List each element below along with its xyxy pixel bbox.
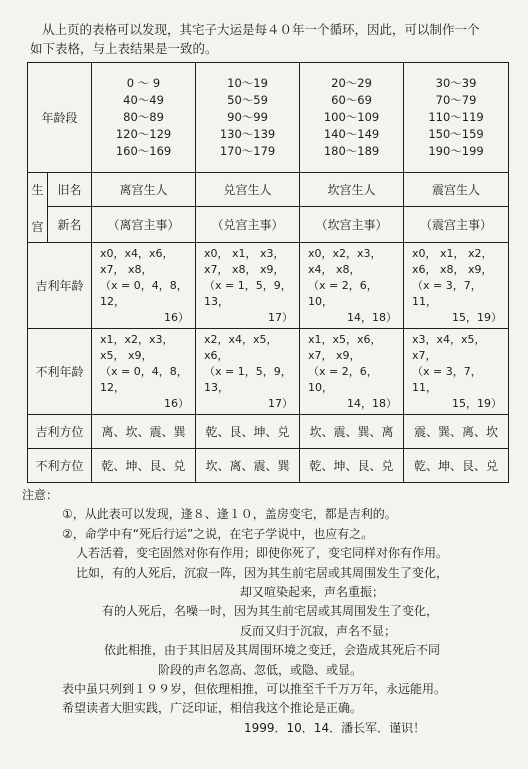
age-cell-kan	[300, 63, 404, 173]
old-name-cell: 兑宫生人	[196, 173, 300, 207]
new-name-cell: （兑宫主事）	[196, 207, 300, 243]
note-line: 表中虽只列到１９９岁，但依理相推，可以推至千千万万年，永远能用。	[62, 682, 447, 697]
note-line: 人若活着，变宅固然对你有作用；即使你死了，变宅同样对你有作用。	[76, 546, 449, 561]
age-range: 180～189	[323, 144, 380, 158]
inauspicious-dir-label: 不利方位	[28, 449, 92, 483]
old-name-cell: 坎宫生人	[300, 173, 404, 207]
age-range: 40～49	[123, 93, 164, 107]
age-range: 140～149	[323, 127, 380, 141]
note-line: 有的人死后，名噪一时，因为其生前宅居或其周围发生了变化，	[102, 604, 439, 619]
inauspicious-dir-row	[28, 449, 509, 483]
auspicious-age-cell: x0， x1， x3， x7， x8， x9， （x = 1，5，9，13， 17）	[196, 243, 300, 329]
age-range: 120～129	[115, 127, 172, 141]
age-range: 50～59	[227, 93, 268, 107]
age-range: 70～79	[435, 93, 477, 107]
old-name-cell: 震宫生人	[404, 173, 509, 207]
auspicious-age-cell: x0，x2，x3， x4， x8， （x = 2，6，10， 14，18）	[300, 243, 404, 329]
age-range: 0 ～ 9	[126, 76, 161, 90]
note-line: 阶段的声名忽高、忽低，或隐、或显。	[158, 662, 363, 677]
new-name-cell: （离宫主事）	[92, 207, 196, 243]
palace-table	[27, 62, 509, 483]
auspicious-dir-cell: 乾、艮、坤、兑	[196, 415, 300, 449]
inauspicious-age-cell: x2，x4，x5， x6， （x = 1，5，9，13， 17）	[196, 329, 300, 415]
age-range: 60～69	[331, 93, 372, 107]
old-name-label: 旧名	[48, 173, 92, 207]
note-line: ①，从此表可以发现，逢８、逢１０，盖房变宅，都是吉利的。	[62, 507, 397, 522]
note-line: 比如，有的人死后，沉寂一阵，因为其生前宅居或其周围发生了变化，	[76, 565, 449, 580]
sheng-char: 生	[31, 182, 44, 197]
inauspicious-dir-cell: 坎、离、震、巽	[196, 449, 300, 483]
age-range: 100～109	[323, 110, 380, 124]
inauspicious-age-row	[28, 329, 509, 415]
new-name-label: 新名	[48, 207, 92, 243]
intro-line-2: 如下表格，与上表结果是一致的。	[30, 41, 218, 56]
new-name-cell: （坎宫主事）	[300, 207, 404, 243]
auspicious-dir-row	[28, 415, 509, 449]
age-range: 150～159	[428, 127, 484, 141]
auspicious-dir-cell: 离、坎、震、巽	[92, 415, 196, 449]
age-row	[28, 63, 509, 173]
auspicious-dir-label: 吉利方位	[28, 415, 92, 449]
signature-line: 1999．10．14．潘长军．谨识！	[244, 720, 426, 735]
note-line: 依此相推，由于其旧居及其周围环境之变迁，会造成其死后不同	[104, 643, 441, 658]
age-cell-dui	[196, 63, 300, 173]
inauspicious-dir-cell: 乾、坤、艮、兑	[92, 449, 196, 483]
note-line: 希望读者大胆实践，广泛印证，相信我这个推论是正确。	[62, 701, 363, 716]
age-label: 年龄段	[28, 63, 92, 173]
auspicious-age-cell: x0，x4，x6， x7， x8， （x = 0，4，8，12， 16）	[92, 243, 196, 329]
notes-section	[22, 486, 512, 738]
inauspicious-age-cell: x3，x4，x5， x7， （x = 3，7，11， 15，19）	[404, 329, 509, 415]
auspicious-age-label: 吉利年龄	[28, 243, 92, 329]
auspicious-dir-cell: 坎、震、巽、离	[300, 415, 404, 449]
age-range: 30～39	[435, 76, 477, 90]
auspicious-age-row	[28, 243, 509, 329]
new-name-cell: （震宫主事）	[404, 207, 509, 243]
age-cell-zhen	[404, 63, 509, 173]
intro-line-1: 从上页的表格可以发现，其宅子大运是每４０年一个循环，因此，可以制作一个	[42, 22, 480, 37]
old-name-cell: 离宫生人	[92, 173, 196, 207]
gong-char: 宫	[31, 219, 44, 234]
intro-paragraph	[30, 20, 510, 58]
auspicious-age-cell: x0， x1， x2， x6， x8， x9， （x = 3，7，11， 15，19）	[404, 243, 509, 329]
inauspicious-age-label: 不利年龄	[28, 329, 92, 415]
note-line: 反而又归于沉寂，声名不显；	[240, 623, 397, 638]
age-range: 80～89	[123, 110, 164, 124]
age-range: 130～139	[219, 127, 276, 141]
inauspicious-dir-cell: 乾、坤、艮、兑	[404, 449, 509, 483]
note-line: ②，命学中有“死后行运”之说，在宅子学说中，也应有之。	[62, 526, 374, 541]
age-range: 110～119	[428, 110, 484, 124]
notes-heading: 注意：	[22, 488, 59, 502]
inauspicious-dir-cell: 乾、坤、艮、兑	[300, 449, 404, 483]
age-range: 160～169	[115, 144, 172, 158]
age-range: 10～19	[227, 76, 268, 90]
sheng-gong-label	[28, 173, 48, 243]
auspicious-dir-cell: 震、巽、离、坎	[404, 415, 509, 449]
age-range: 170～179	[219, 144, 276, 158]
age-range: 90～99	[227, 110, 268, 124]
old-name-row	[28, 173, 509, 207]
age-range: 190～199	[428, 144, 484, 158]
new-name-row	[28, 207, 509, 243]
age-cell-li	[92, 63, 196, 173]
inauspicious-age-cell: x1，x2，x3， x5， x9， （x = 0，4，8，12， 16）	[92, 329, 196, 415]
age-range: 20～29	[331, 76, 372, 90]
note-line: 却又喧染起来，声名重振；	[240, 585, 385, 600]
inauspicious-age-cell: x1，x5，x6， x7， x9， （x = 2，6，10， 14，18）	[300, 329, 404, 415]
